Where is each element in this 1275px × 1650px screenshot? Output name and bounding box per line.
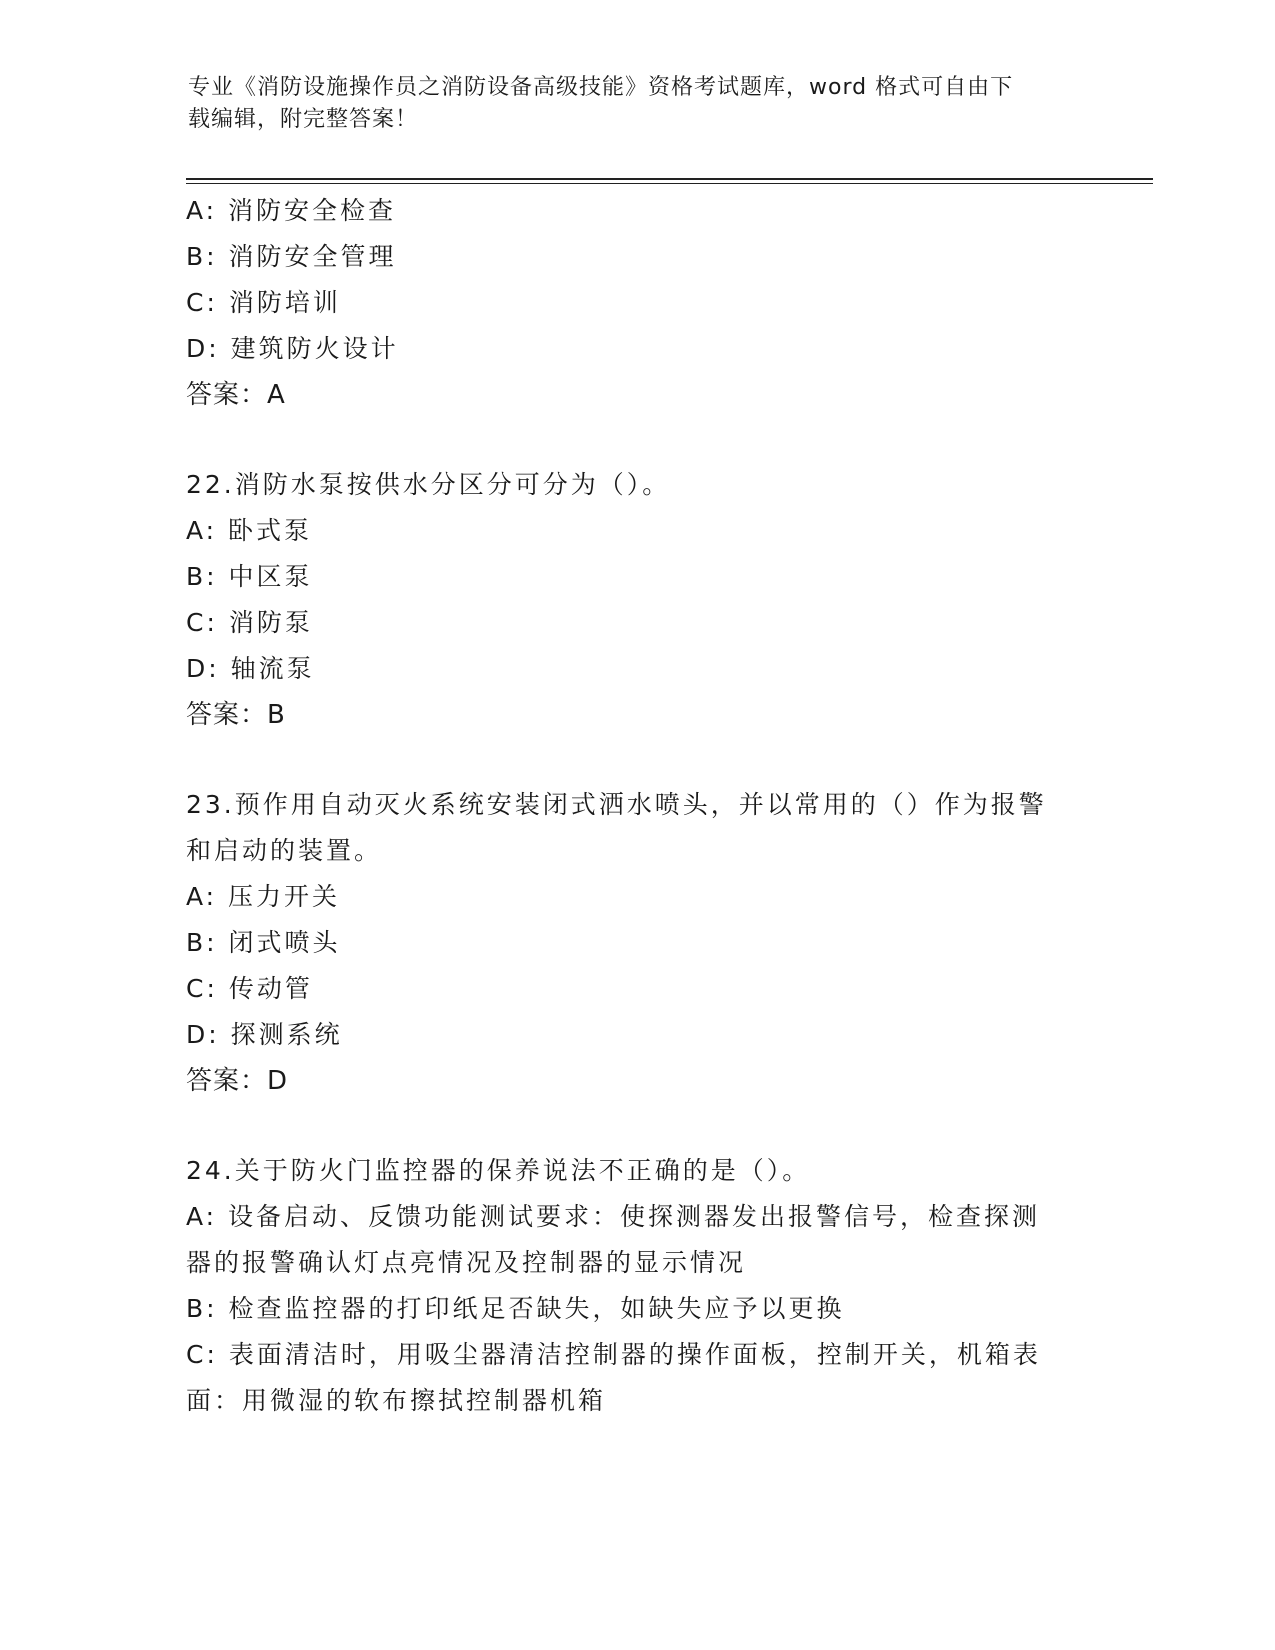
header-divider-thick bbox=[186, 178, 1153, 180]
header-line-1: 专业《消防设施操作员之消防设备高级技能》资格考试题库，word 格式可自由下 bbox=[188, 75, 1014, 100]
answer: 答案：B bbox=[186, 700, 286, 730]
answer: 答案：D bbox=[186, 1066, 289, 1096]
spacer bbox=[186, 1104, 1086, 1148]
option-b: B: 检查监控器的打印纸足否缺失，如缺失应予以更换 bbox=[186, 1294, 845, 1323]
option-c-line-2: 面：用微湿的软布擦拭控制器机箱 bbox=[186, 1386, 607, 1415]
header-line-2: 载编辑，附完整答案！ bbox=[188, 107, 419, 132]
question-title-line-1: 23.预作用自动灭火系统安装闭式洒水喷头，并以常用的（）作为报警 bbox=[186, 790, 1047, 819]
option-a: A: 卧式泵 bbox=[186, 516, 313, 545]
option-d: D: 探测系统 bbox=[186, 1020, 343, 1049]
option-a: A: 消防安全检查 bbox=[186, 196, 397, 225]
option-d: D: 建筑防火设计 bbox=[186, 334, 399, 363]
option-c-line-1: C: 表面清洁时，用吸尘器清洁控制器的操作面板，控制开关，机箱表 bbox=[186, 1340, 1041, 1369]
question-22 bbox=[186, 462, 1086, 738]
option-b: B: 闭式喷头 bbox=[186, 928, 341, 957]
option-c: C: 消防培训 bbox=[186, 288, 341, 317]
option-b: B: 中区泵 bbox=[186, 562, 313, 591]
option-b: B: 消防安全管理 bbox=[186, 242, 397, 271]
question-21 bbox=[186, 188, 1086, 418]
question-list bbox=[186, 188, 1086, 1424]
question-title: 22.消防水泵按供水分区分可分为（）。 bbox=[186, 470, 671, 499]
option-a-line-1: A: 设备启动、反馈功能测试要求：使探测器发出报警信号，检查探测 bbox=[186, 1202, 1041, 1231]
answer: 答案：A bbox=[186, 380, 286, 410]
option-a: A: 压力开关 bbox=[186, 882, 341, 911]
spacer bbox=[186, 738, 1086, 782]
option-c: C: 消防泵 bbox=[186, 608, 313, 637]
document-header bbox=[188, 72, 1068, 136]
question-title: 24.关于防火门监控器的保养说法不正确的是（）。 bbox=[186, 1156, 811, 1185]
option-c: C: 传动管 bbox=[186, 974, 313, 1003]
spacer bbox=[186, 418, 1086, 462]
option-d: D: 轴流泵 bbox=[186, 654, 315, 683]
question-23 bbox=[186, 782, 1086, 1104]
question-title-line-2: 和启动的装置。 bbox=[186, 836, 383, 865]
header-divider-thin bbox=[186, 183, 1153, 184]
question-24 bbox=[186, 1148, 1086, 1424]
option-a-line-2: 器的报警确认灯点亮情况及控制器的显示情况 bbox=[186, 1248, 747, 1277]
